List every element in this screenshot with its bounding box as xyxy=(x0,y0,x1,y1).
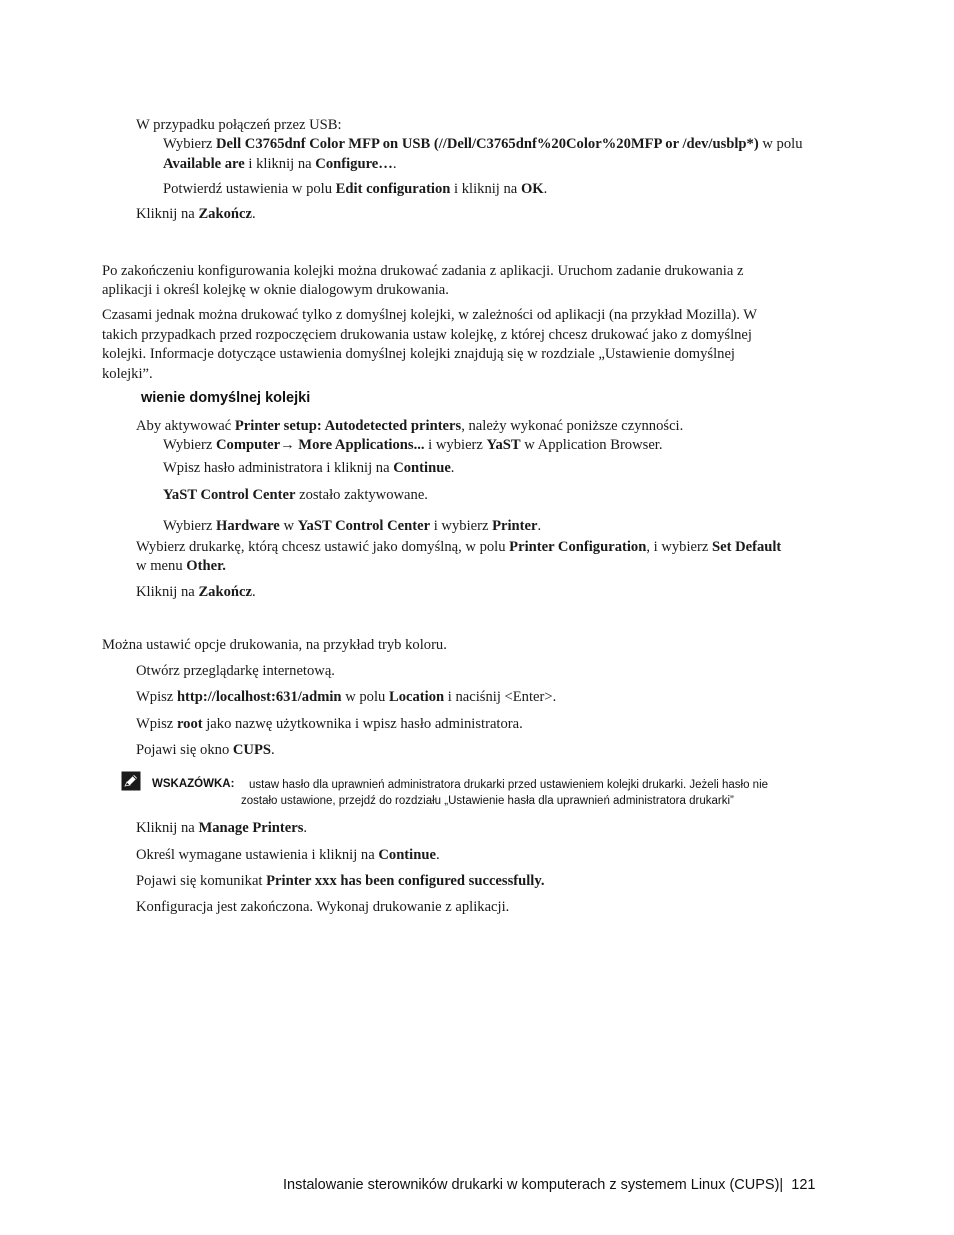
bold-text: Zakończ xyxy=(198,206,252,222)
text-line xyxy=(102,281,449,300)
text-span: Czasami jednak można drukować tylko z domyślnej kolejki, w zależności od aplikacji (na przykład Mozilla). W xyxy=(102,307,758,323)
page-number: 121 xyxy=(791,1177,816,1193)
text-span: Kliknij na xyxy=(136,820,199,836)
bold-text: OK xyxy=(520,181,544,197)
text-line xyxy=(136,662,335,681)
page-footer xyxy=(283,1177,815,1193)
text-span: Wpisz xyxy=(136,689,177,705)
bold-text: http://localhost:631/admin xyxy=(176,689,342,705)
text-span: Kliknij na xyxy=(136,584,199,600)
bold-text: Printer xxx has been configured successfully. xyxy=(266,873,545,889)
note-text-line-1: ustaw hasło dla uprawnień administratora drukarki przed ustawieniem kolejki drukarki. Jeżeli hasło nie xyxy=(249,779,769,791)
bold-text: YaST Control Center xyxy=(297,518,431,534)
text-span: zostało zaktywowane. xyxy=(295,487,428,503)
text-span: Wybierz xyxy=(163,518,217,534)
text-line xyxy=(163,436,663,455)
bold-text: Location xyxy=(388,689,445,705)
text-span: Wybierz xyxy=(163,437,217,453)
text-span: Po zakończeniu konfigurowania kolejki można drukować zadania z aplikacji. Uruchom zadanie drukowania z xyxy=(102,263,744,279)
text-span: . xyxy=(392,156,397,172)
bold-text: Other. xyxy=(186,558,226,574)
text-span: i wybierz xyxy=(430,518,493,534)
text-span: . xyxy=(251,206,256,222)
text-line xyxy=(136,417,683,436)
text-line xyxy=(136,846,440,865)
note-text-line-2: zostało ustawione, przejdź do rozdziału „Ustawienie hasła dla uprawnień administratora drukarki” xyxy=(241,795,734,807)
bold-text: YaST xyxy=(486,437,521,453)
bold-text: → xyxy=(280,437,295,453)
text-line xyxy=(136,116,342,135)
text-line xyxy=(163,459,454,478)
text-span: Otwórz przeglądarkę internetową. xyxy=(136,663,335,679)
text-span: w polu xyxy=(758,136,803,152)
bold-text: Configure… xyxy=(315,156,393,172)
text-span: Aby aktywować xyxy=(136,418,235,434)
footer-separator: | xyxy=(779,1177,784,1193)
text-line xyxy=(136,741,275,760)
text-span: aplikacji i określ kolejkę w oknie dialogowym drukowania. xyxy=(102,282,449,298)
text-line xyxy=(136,583,256,602)
bold-text: Zakończ xyxy=(198,584,252,600)
text-span: jako nazwę użytkownika i wpisz hasło administratora. xyxy=(202,716,523,732)
text-span: w Application Browser. xyxy=(520,437,663,453)
text-line xyxy=(102,345,735,364)
text-span: takich przypadkach przed rozpoczęciem drukowania ustaw kolejkę, z której chcesz drukować jako z domyślnej xyxy=(102,327,752,343)
bold-text: CUPS xyxy=(232,742,271,758)
text-line xyxy=(102,306,757,325)
bold-text: Continue xyxy=(393,460,451,476)
bold-text: Hardware xyxy=(216,518,280,534)
bold-text: More Applications... xyxy=(294,437,425,453)
note-label: WSKAZÓWKA: xyxy=(152,778,235,790)
text-span: kolejki”. xyxy=(102,366,153,382)
text-span: Pojawi się komunikat xyxy=(136,873,267,889)
text-line xyxy=(163,155,397,174)
text-line xyxy=(136,715,523,734)
bold-text: Printer setup: Autodetected printers xyxy=(234,418,462,434)
bold-text: root xyxy=(176,716,203,732)
bold-text: Available are xyxy=(163,156,245,172)
bold-text: YaST Control Center xyxy=(163,487,296,503)
text-span: . xyxy=(271,742,275,758)
text-span: Wpisz xyxy=(136,716,177,732)
text-span: W przypadku połączeń przez USB: xyxy=(136,117,342,133)
text-span: Kliknij na xyxy=(136,206,199,222)
text-line xyxy=(136,538,781,557)
text-line xyxy=(163,180,547,199)
text-span: . xyxy=(537,518,542,534)
text-span: Konfiguracja jest zakończona. Wykonaj drukowanie z aplikacji. xyxy=(136,899,510,915)
text-line xyxy=(163,135,803,154)
footer-title: Instalowanie sterowników drukarki w komputerach z systemem Linux (CUPS) xyxy=(283,1177,780,1193)
text-span: , należy wykonać poniższe czynności. xyxy=(461,418,684,434)
bold-text: Computer xyxy=(216,437,281,453)
text-span: . xyxy=(251,584,256,600)
text-span: i kliknij na xyxy=(450,181,521,197)
text-line xyxy=(102,365,153,384)
text-line xyxy=(136,557,226,576)
text-line xyxy=(163,517,541,536)
text-span: kolejki. Informacje dotyczące ustawienia domyślnej kolejki znajdują się w rozdziale „Ustawienie domyślnej xyxy=(102,346,735,362)
text-span: Wpisz hasło administratora i kliknij na xyxy=(163,460,394,476)
bold-text: Printer xyxy=(492,518,538,534)
text-span: . xyxy=(435,847,440,863)
text-line xyxy=(136,872,545,891)
text-span: Określ wymagane ustawienia i kliknij na xyxy=(136,847,379,863)
text-span: Wybierz drukarkę, którą chcesz ustawić jako domyślną, w polu xyxy=(136,539,510,555)
text-span: . xyxy=(543,181,548,197)
text-line xyxy=(136,205,256,224)
text-span: w menu xyxy=(136,558,187,574)
text-span: i naciśnij <Enter>. xyxy=(444,689,557,705)
text-span: . xyxy=(303,820,308,836)
text-span: Wybierz xyxy=(163,136,217,152)
text-line xyxy=(136,688,556,707)
text-span: Można ustawić opcje drukowania, na przykład tryb koloru. xyxy=(102,637,447,653)
text-span: . xyxy=(450,460,455,476)
bold-text: Printer Configuration xyxy=(509,539,647,555)
section-heading: wienie domyślnej kolejki xyxy=(141,390,311,406)
text-span: Pojawi się okno xyxy=(136,742,233,758)
bold-text: Manage Printers xyxy=(198,820,304,836)
pencil-note-icon xyxy=(121,771,141,791)
text-line xyxy=(136,898,509,917)
bold-text: Edit configuration xyxy=(335,181,451,197)
text-line xyxy=(102,636,447,655)
text-span: i wybierz xyxy=(424,437,487,453)
text-span: i kliknij na xyxy=(244,156,316,172)
text-span: w polu xyxy=(341,689,389,705)
text-line xyxy=(136,819,307,838)
text-line xyxy=(102,262,743,281)
text-line xyxy=(102,326,752,345)
text-span: w xyxy=(279,518,298,534)
text-span: Potwierdź ustawienia w polu xyxy=(163,181,336,197)
bold-text: Set Default xyxy=(711,539,782,555)
text-line xyxy=(163,486,428,505)
text-span: , i wybierz xyxy=(646,539,712,555)
bold-text: Dell C3765dnf Color MFP on USB (//Dell/C3765dnf%20Color%20MFP or /dev/usblp*) xyxy=(216,136,759,152)
bold-text: Continue xyxy=(378,847,436,863)
